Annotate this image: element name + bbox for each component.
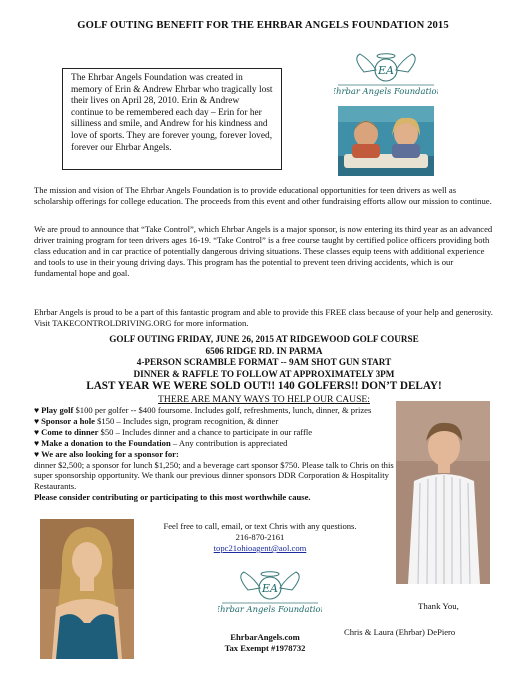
contact-block <box>150 521 370 554</box>
mission-paragraph: The mission and vision of The Ehrbar Angels Foundation is to provide educational opportunities for teen drivers as well as scholarship offerings for college education. The proceeds from this event and other fundraising efforts allow our mission to continue. <box>34 185 492 206</box>
event-date-line: GOLF OUTING FRIDAY, JUNE 26, 2015 AT RIDGEWOOD GOLF COURSE <box>109 334 419 344</box>
foundation-logo-bottom <box>218 570 322 616</box>
photo-erin <box>40 519 134 659</box>
thank-you: Thank You, <box>418 601 459 611</box>
halo-icon <box>261 572 279 577</box>
event-address-line: 6506 RIDGE RD. IN PARMA <box>205 345 323 356</box>
closing-line: Please consider contributing or participating to this most worthwhile cause. <box>34 492 311 503</box>
right-wing-icon <box>280 572 299 590</box>
free-class-paragraph: Ehrbar Angels is proud to be a part of this fantastic program and able to provide this FREE class because of your help and generosity. Visit TAKECONTROLDRIVING.ORG for more information. <box>34 307 493 328</box>
page-title: GOLF OUTING BENEFIT FOR THE EHRBAR ANGELS FOUNDATION 2015 <box>77 20 449 31</box>
photo-andrew <box>396 401 490 584</box>
left-wing-icon <box>241 572 260 590</box>
take-control-paragraph: We are proud to announce that “Take Control”, which Ehrbar Angels is a major sponsor, is now entering its third year as an advanced driver training program for teen drivers ages 16-19. “Take Control” is a free course taught by certified police officers providing both class education and in car practice of potentially dangerous driving situations. These classes equip teens with additional experience and tools to use in their young driving days. This program has the potential to prevent teen driving accidents, which is our fundamental hope and goal. <box>34 224 493 278</box>
photo-erin-andrew <box>338 106 434 176</box>
heart-icon: ♥ <box>34 448 40 459</box>
list-item: ♥ Play golf $100 per golfer -- $400 foursome. Includes golf, refreshments, lunch, dinner, & prizes <box>34 405 372 415</box>
heart-icon: ♥ <box>34 405 40 415</box>
sponsor-text: dinner $2,500; a sponsor for lunch $1,250; and a beverage cart sponsor $750. Please talk to Chris on this super sponsorship opportunity. We thank our previous dinner sponsors DDR Corporation & Hospitality Restaurants. <box>34 459 394 492</box>
event-soldout-line: LAST YEAR WE WERE SOLD OUT!! 140 GOLFERS!! DON’T DELAY! <box>86 380 442 393</box>
logo-monogram: EA <box>378 64 394 77</box>
logo-name: Ehrbar Angels Foundation <box>218 604 322 614</box>
heart-icon: ♥ <box>34 415 40 426</box>
event-dinner-line: DINNER & RAFFLE TO FOLLOW AT APPROXIMATELY 3PM <box>133 368 395 379</box>
list-item: ♥ Come to dinner $50 – Includes dinner and a chance to participate in our raffle <box>34 426 313 437</box>
intro-box: The Ehrbar Angels Foundation was created in memory of Erin & Andrew Ehrbar who tragically lost their lives on April 28, 2010. Erin & Andrew continue to be remembered each day – Erin for her silliness and smile, and Andrew for his kindness and love of sports. They are forever young, forever loved, forever our Ehrbar Angels. <box>62 68 282 170</box>
heart-icon: ♥ <box>34 437 40 448</box>
ways-heading: THERE ARE MANY WAYS TO HELP OUR CAUSE: <box>158 393 370 405</box>
logo-monogram: EA <box>262 582 278 595</box>
logo-name: Ehrbar Angels Foundation <box>334 86 438 96</box>
event-details <box>34 334 494 406</box>
list-item: ♥ Make a donation to the Foundation – Any contribution is appreciated <box>34 437 288 448</box>
contact-email-link[interactable]: topc21ohioagent@aol.com <box>213 543 307 553</box>
list-item: ♥ We are also looking for a sponsor for: <box>34 448 179 459</box>
halo-icon <box>377 54 395 59</box>
ways-list <box>34 405 394 503</box>
list-item: ♥ Sponsor a hole $150 – Includes sign, program recognition, & dinner <box>34 415 279 426</box>
contact-phone[interactable]: 216-870-2161 <box>235 532 285 542</box>
signature-names: Chris & Laura (Ehrbar) DePiero <box>344 627 456 637</box>
foundation-logo <box>334 52 438 98</box>
left-wing-icon <box>357 54 376 72</box>
footer-info <box>200 632 330 654</box>
heart-icon: ♥ <box>34 426 40 437</box>
event-format-line: 4-PERSON SCRAMBLE FORMAT -- 9AM SHOT GUN START <box>136 357 392 368</box>
right-wing-icon <box>396 54 415 72</box>
website-link[interactable]: EhrbarAngels.com <box>230 632 300 642</box>
tax-exempt: Tax Exempt #1978732 <box>224 643 306 653</box>
contact-text: Feel free to call, email, or text Chris with any questions. <box>163 521 357 531</box>
